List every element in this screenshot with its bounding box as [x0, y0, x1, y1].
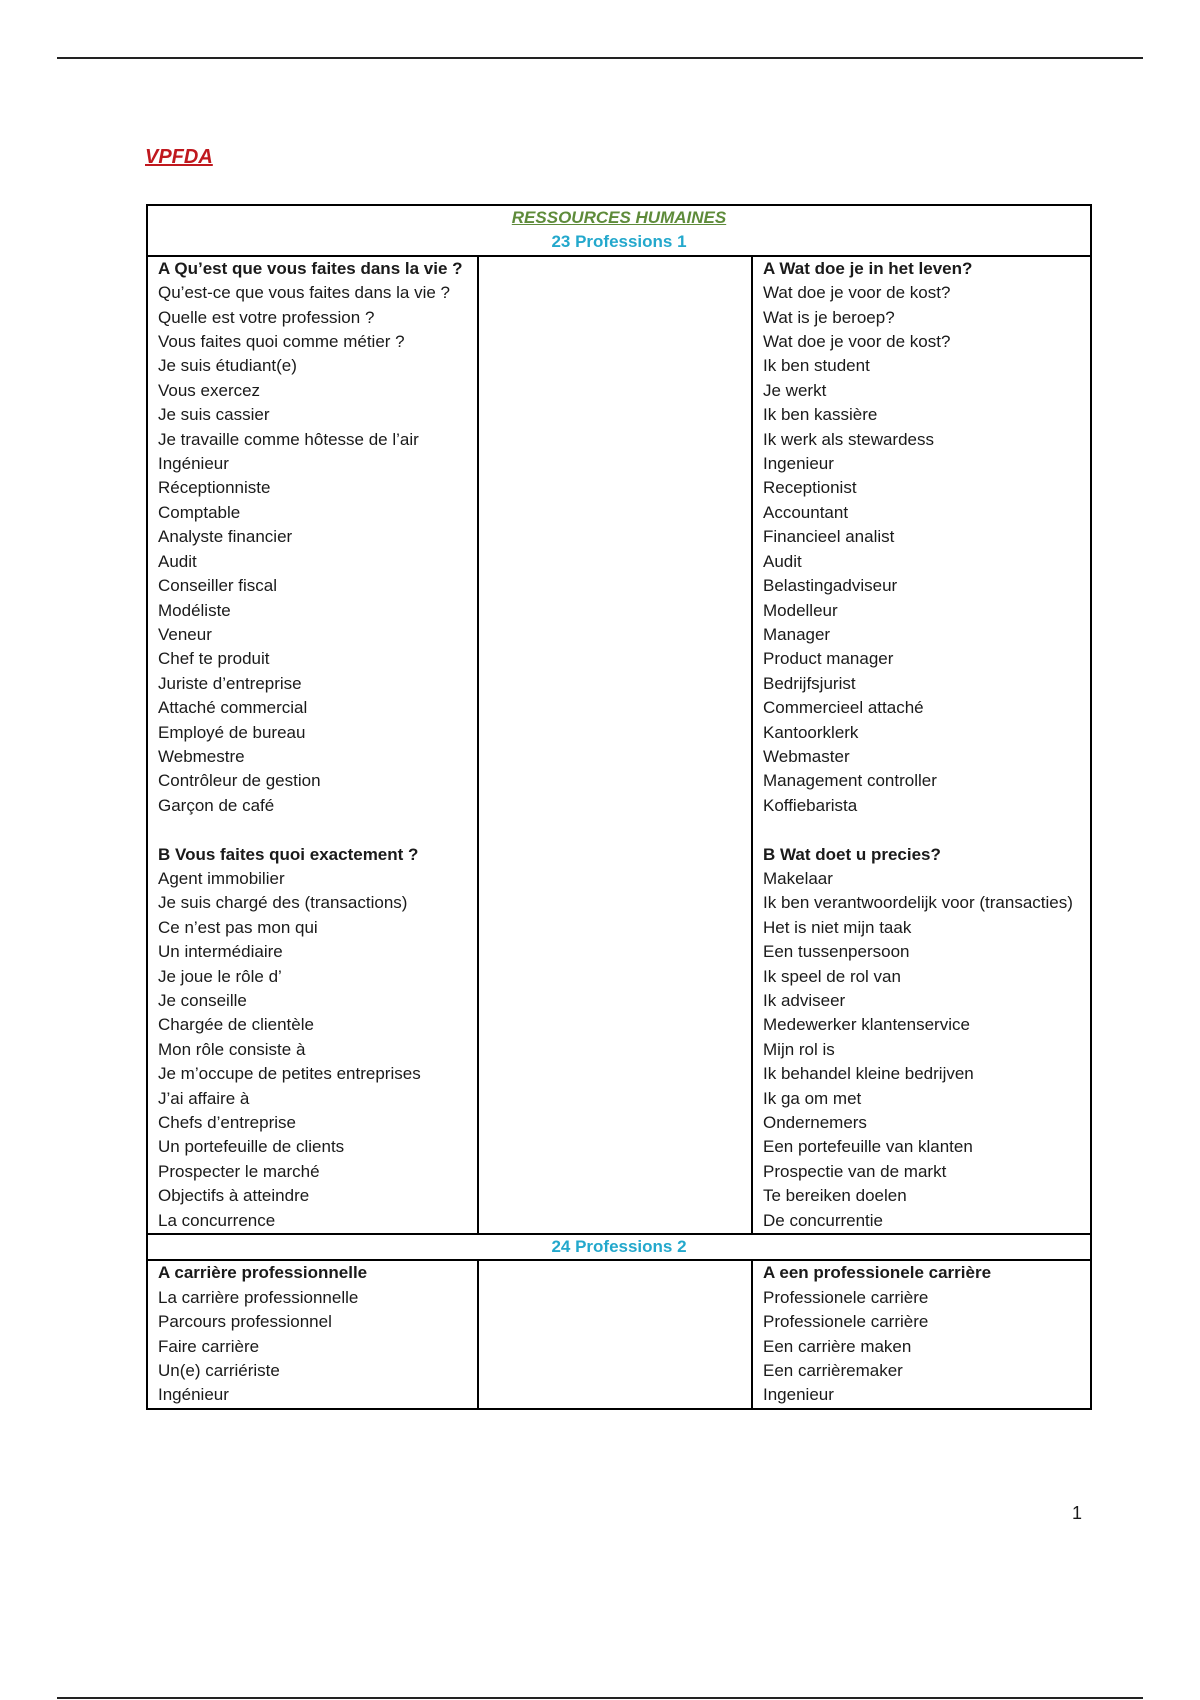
french-item: Objectifs à atteindre	[158, 1186, 310, 1206]
french-column-2	[147, 1260, 478, 1408]
dutch-item: Ondernemers	[763, 1113, 867, 1133]
french-item: Parcours professionnel	[158, 1312, 332, 1332]
spacer	[158, 818, 467, 842]
section-2-row	[147, 1260, 1091, 1408]
french-item: Attaché commercial	[158, 698, 308, 718]
dutch-item: Modelleur	[763, 600, 838, 620]
dutch-item: Ingenieur	[763, 1385, 834, 1405]
dutch-item: Ik speel de rol van	[763, 966, 901, 986]
french-item: Un(e) carriériste	[158, 1361, 280, 1381]
dutch-item: Een carrièremaker	[763, 1361, 903, 1381]
french-item: Mon rôle consiste à	[158, 1039, 306, 1059]
section-number-2: 24 Professions 2	[551, 1237, 687, 1257]
vocabulary-table	[146, 204, 1092, 1410]
french-item: Chargée de clientèle	[158, 1015, 314, 1035]
dutch-item: Belastingadviseur	[763, 576, 898, 596]
dutch-item: Medewerker klantenservice	[763, 1015, 970, 1035]
french-item: Je joue le rôle d’	[158, 966, 282, 986]
dutch-column-2	[752, 1260, 1091, 1408]
french-item: Prospecter le marché	[158, 1161, 320, 1181]
top-rule	[57, 57, 1143, 59]
section-1-row	[147, 256, 1091, 1234]
section-2-header	[147, 1234, 1091, 1260]
dutch-item: Ik behandel kleine bedrijven	[763, 1064, 974, 1084]
dutch-item: Prospectie van de markt	[763, 1161, 947, 1181]
french-item: Réceptionniste	[158, 478, 271, 498]
french-item: La concurrence	[158, 1210, 276, 1230]
french-item: Je conseille	[158, 990, 247, 1010]
dutch-item: Het is niet mijn taak	[763, 917, 912, 937]
french-item: Je suis étudiant(e)	[158, 356, 297, 376]
french-item: Modéliste	[158, 600, 231, 620]
french-item: La carrière professionnelle	[158, 1287, 359, 1307]
dutch-item: Wat doe je voor de kost?	[763, 283, 951, 303]
dutch-heading-career: A een professionele carrière	[763, 1263, 992, 1283]
dutch-item: Wat doe je voor de kost?	[763, 332, 951, 352]
french-item: Contrôleur de gestion	[158, 771, 321, 791]
bottom-rule	[57, 1697, 1143, 1699]
french-item: Chef te produit	[158, 649, 270, 669]
document-title: VPFDA	[145, 146, 213, 168]
dutch-item: Ik werk als stewardess	[763, 429, 934, 449]
dutch-heading-a: A Wat doe je in het leven?	[763, 258, 973, 278]
french-heading-a: A Qu’est que vous faites dans la vie ?	[158, 258, 463, 278]
french-item: Qu’est-ce que vous faites dans la vie ?	[158, 283, 450, 303]
dutch-item: Professionele carrière	[763, 1287, 929, 1307]
dutch-item: Kantoorklerk	[763, 722, 859, 742]
french-item: Un intermédiaire	[158, 942, 283, 962]
french-item: Garçon de café	[158, 795, 275, 815]
dutch-item: De concurrentie	[763, 1210, 884, 1230]
dutch-item: Ik ga om met	[763, 1088, 862, 1108]
dutch-item: Accountant	[763, 502, 849, 522]
dutch-item: Commercieel attaché	[763, 698, 924, 718]
dutch-list-a	[763, 281, 1080, 818]
dutch-list-career	[763, 1286, 1080, 1408]
dutch-item: Manager	[763, 624, 831, 644]
dutch-item: Financieel analist	[763, 527, 895, 547]
french-item: Chefs d’entreprise	[158, 1113, 296, 1133]
dutch-item: Een tussenpersoon	[763, 942, 910, 962]
dutch-item: Webmaster	[763, 746, 850, 766]
french-item: Conseiller fiscal	[158, 576, 278, 596]
section-subtitle: RESSOURCES HUMAINES	[511, 208, 727, 227]
french-list-a	[158, 281, 467, 818]
middle-column-1	[478, 256, 752, 1234]
dutch-item: Je werkt	[763, 380, 827, 400]
french-item: Webmestre	[158, 746, 245, 766]
french-item: Je suis chargé des (transactions)	[158, 893, 408, 913]
french-item: Juriste d’entreprise	[158, 673, 302, 693]
section-2-header-row	[147, 1234, 1091, 1260]
french-item: Audit	[158, 551, 197, 571]
french-item: J’ai affaire à	[158, 1088, 250, 1108]
dutch-item: Koffiebarista	[763, 795, 858, 815]
dutch-item: Wat is je beroep?	[763, 307, 895, 327]
french-list-career	[158, 1286, 467, 1408]
dutch-item: Receptionist	[763, 478, 857, 498]
dutch-item: Product manager	[763, 649, 894, 669]
section-header-row	[147, 205, 1091, 256]
dutch-item: Management controller	[763, 771, 937, 791]
french-item: Analyste financier	[158, 527, 293, 547]
french-item: Comptable	[158, 502, 241, 522]
dutch-item: Ingenieur	[763, 454, 834, 474]
dutch-item: Audit	[763, 551, 802, 571]
section-header	[147, 205, 1091, 256]
french-heading-career: A carrière professionnelle	[158, 1263, 368, 1283]
dutch-item: Ik ben verantwoordelijk voor (transacties)	[763, 893, 1073, 913]
french-item: Un portefeuille de clients	[158, 1137, 345, 1157]
french-column-1	[147, 256, 478, 1234]
french-list-b	[158, 867, 467, 1233]
dutch-heading-b: B Wat doet u precies?	[763, 844, 941, 864]
dutch-item: Ik ben student	[763, 356, 870, 376]
dutch-item: Te bereiken doelen	[763, 1186, 907, 1206]
dutch-item: Een carrière maken	[763, 1336, 912, 1356]
french-heading-b: B Vous faites quoi exactement ?	[158, 844, 419, 864]
french-item: Employé de bureau	[158, 722, 306, 742]
french-item: Quelle est votre profession ?	[158, 307, 375, 327]
dutch-item: Ik adviseer	[763, 990, 846, 1010]
french-item: Agent immobilier	[158, 868, 285, 888]
french-item: Ingénieur	[158, 1385, 229, 1405]
french-item: Vous exercez	[158, 380, 261, 400]
dutch-item: Mijn rol is	[763, 1039, 835, 1059]
dutch-item: Professionele carrière	[763, 1312, 929, 1332]
dutch-item: Een portefeuille van klanten	[763, 1137, 973, 1157]
dutch-list-b	[763, 867, 1080, 1233]
middle-column-2	[478, 1260, 752, 1408]
dutch-item: Bedrijfsjurist	[763, 673, 856, 693]
dutch-item: Ik ben kassière	[763, 405, 878, 425]
dutch-column-1	[752, 256, 1091, 1234]
french-item: Je travaille comme hôtesse de l’air	[158, 429, 419, 449]
french-item: Ingénieur	[158, 454, 229, 474]
french-item: Faire carrière	[158, 1336, 260, 1356]
french-item: Je suis cassier	[158, 405, 270, 425]
section-number-1: 23 Professions 1	[551, 232, 687, 252]
dutch-item: Makelaar	[763, 868, 833, 888]
french-item: Vous faites quoi comme métier ?	[158, 332, 405, 352]
french-item: Je m’occupe de petites entreprises	[158, 1064, 421, 1084]
french-item: Veneur	[158, 624, 212, 644]
page-number: 1	[1072, 1503, 1083, 1523]
french-item: Ce n’est pas mon qui	[158, 917, 318, 937]
spacer	[763, 818, 1080, 842]
